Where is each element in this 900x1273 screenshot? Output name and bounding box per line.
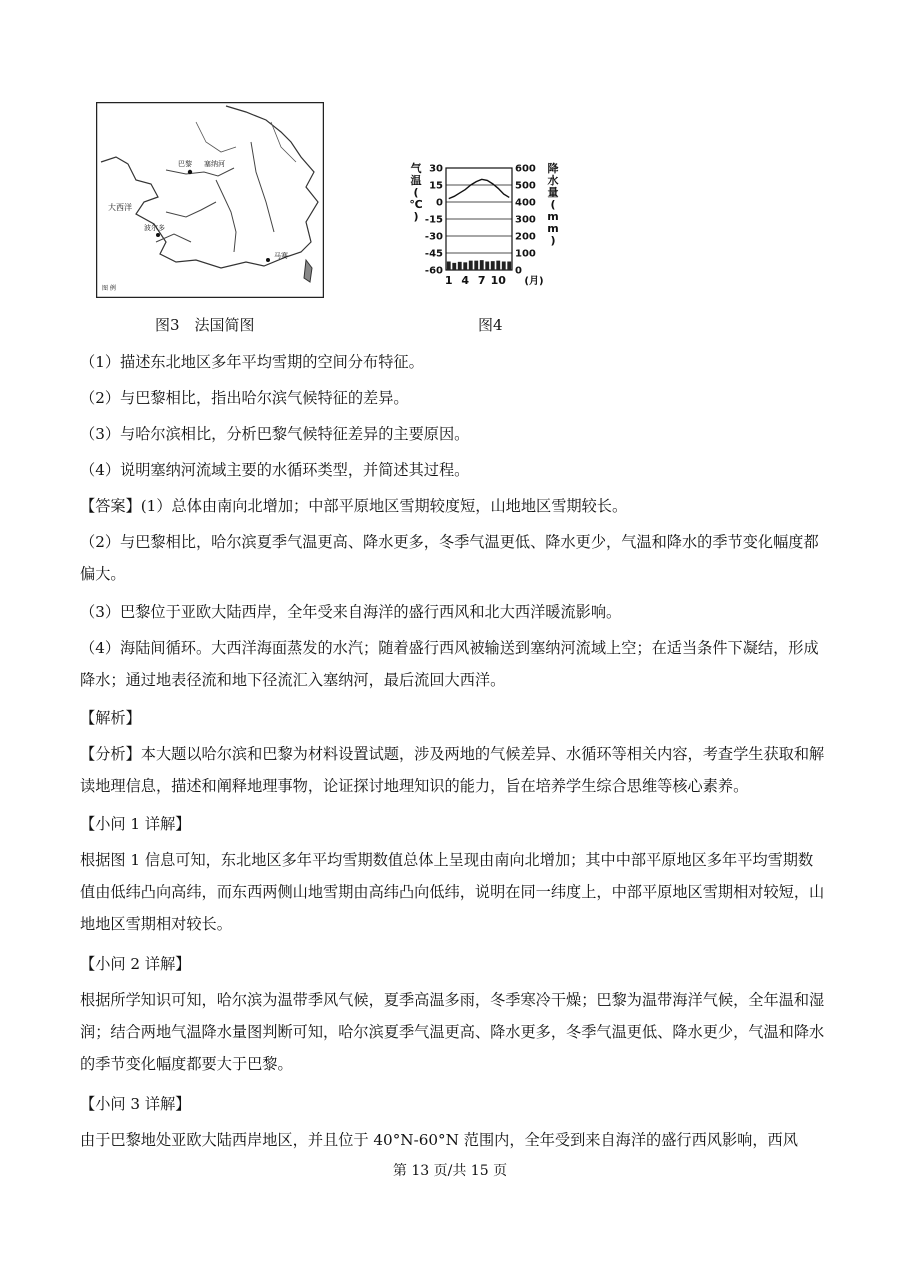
x-tick-label: 1 xyxy=(444,274,453,287)
right-axis-title-char: m xyxy=(547,222,559,235)
x-tick-label: 7 xyxy=(477,274,486,287)
left-tick-label: -45 xyxy=(424,248,443,260)
right-tick-label: 100 xyxy=(515,248,536,260)
right-tick-label: 200 xyxy=(515,231,536,243)
analysis-heading: 【解析】 xyxy=(80,709,141,727)
subquestion-3-text: 由于巴黎地处亚欧大陆西岸地区，并且位于 40°N-60°N 范围内，全年受到来自海洋的盛行西风影响，西风 xyxy=(80,1131,798,1149)
label-legend: 图 例 xyxy=(102,285,116,292)
question-2: （2）与巴黎相比，指出哈尔滨气候特征的差异。 xyxy=(80,389,409,407)
right-axis-title-char: 量 xyxy=(547,186,559,199)
subquestion-1-text: 根据图 1 信息可知，东北地区多年平均雪期数值总体上呈现由南向北增加；其中中部平原地区多年平均雪期数值由低纬凸向高纬，而东西两侧山地雪期由高纬凸向低纬，说明在同一纬度上，中部平原地区雪期相对较短，山地地区雪期相对较长。 xyxy=(80,851,825,933)
right-tick-label: 400 xyxy=(515,197,536,209)
left-axis-title-char: 温 xyxy=(410,174,422,187)
left-axis-title-char: ( xyxy=(413,186,419,199)
left-tick-label: 15 xyxy=(429,180,443,192)
right-tick-label: 600 xyxy=(515,163,536,175)
left-tick-label: -15 xyxy=(424,214,443,226)
precip-bar xyxy=(463,262,467,270)
answer-4: （4）海陆间循环。大西洋海面蒸发的水汽；随着盛行西风被输送到塞纳河流域上空；在适当条件下凝结，形成降水；通过地表径流和地下径流汇入塞纳河，最后流回大西洋。 xyxy=(80,639,819,689)
right-axis-title-char: m xyxy=(547,210,559,223)
subquestion-1-heading: 【小问 1 详解】 xyxy=(80,815,191,833)
label-atlantic: 大西洋 xyxy=(108,203,132,212)
france-map xyxy=(96,102,324,298)
answer-1: 【答案】(1）总体由南向北增加；中部平原地区雪期较度短，山地地区雪期较长。 xyxy=(80,497,628,515)
x-axis-label: (月) xyxy=(524,276,544,287)
fig3-caption: 图3 法国简图 xyxy=(155,316,255,334)
label-paris: 巴黎 xyxy=(178,160,192,168)
question-1: （1）描述东北地区多年平均雪期的空间分布特征。 xyxy=(80,353,424,371)
precip-bar xyxy=(496,261,500,270)
left-axis-title-char: ℃ xyxy=(410,198,423,211)
left-axis-title-char: ) xyxy=(413,210,419,223)
right-axis-title-char: ( xyxy=(550,198,556,211)
question-4: （4）说明塞纳河流域主要的水循环类型，并简述其过程。 xyxy=(80,461,470,479)
left-tick-label: -30 xyxy=(424,231,443,243)
left-tick-label: 0 xyxy=(436,197,443,209)
right-tick-label: 300 xyxy=(515,214,536,226)
right-tick-label: 500 xyxy=(515,180,536,192)
precip-bar xyxy=(480,260,484,270)
subquestion-2-heading: 【小问 2 详解】 xyxy=(80,955,191,973)
precip-bar xyxy=(452,263,456,270)
precip-bar xyxy=(507,262,511,271)
answer-2: （2）与巴黎相比，哈尔滨夏季气温更高、降水更多，冬季气温更低、降水更少，气温和降水的季节变化幅度都偏大。 xyxy=(80,533,819,583)
page-footer: 第 13 页/共 15 页 xyxy=(392,1163,508,1179)
x-tick-label: 10 xyxy=(490,274,506,287)
precip-bar xyxy=(447,262,451,271)
right-tick-label: 0 xyxy=(515,265,522,277)
left-tick-label: 30 xyxy=(429,163,443,175)
precip-bar xyxy=(469,261,473,270)
right-axis-title-char: 降 xyxy=(547,162,559,175)
label-seine: 塞纳河 xyxy=(204,160,225,168)
fig4-caption: 图4 xyxy=(478,316,503,334)
analysis-text: 【分析】本大题以哈尔滨和巴黎为材料设置试题，涉及两地的气候差异、水循环等相关内容，考查学生获取和解读地理信息，描述和阐释地理事物，论证探讨地理知识的能力，旨在培养学生综合思维等核心素养。 xyxy=(80,745,825,795)
precip-bar xyxy=(502,262,506,271)
precip-bar xyxy=(458,262,462,270)
answer-3: （3）巴黎位于亚欧大陆西岸，全年受来自海洋的盛行西风和北大西洋暖流影响。 xyxy=(80,603,622,621)
left-axis-title-char: 气 xyxy=(410,162,422,175)
label-marseille: 马赛 xyxy=(274,252,288,260)
subquestion-3-heading: 【小问 3 详解】 xyxy=(80,1095,191,1113)
right-axis-title-char: ) xyxy=(550,234,556,247)
climate-chart xyxy=(410,158,560,296)
label-bordeaux: 波尔多 xyxy=(144,224,165,232)
question-3: （3）与哈尔滨相比，分析巴黎气候特征差异的主要原因。 xyxy=(80,425,470,443)
precip-bar xyxy=(474,261,478,270)
left-tick-label: -60 xyxy=(424,265,443,277)
subquestion-2-text: 根据所学知识可知，哈尔滨为温带季风气候，夏季高温多雨，冬季寒冷干燥；巴黎为温带海洋气候，全年温和湿润；结合两地气温降水量图判断可知，哈尔滨夏季气温更高、降水更多，冬季气温更低、降水更少，气温和降水的季节变化幅度都要大于巴黎。 xyxy=(80,991,825,1073)
precip-bar xyxy=(485,262,489,271)
x-tick-label: 4 xyxy=(461,274,470,287)
right-axis-title-char: 水 xyxy=(547,174,559,187)
precip-bar xyxy=(491,261,495,270)
